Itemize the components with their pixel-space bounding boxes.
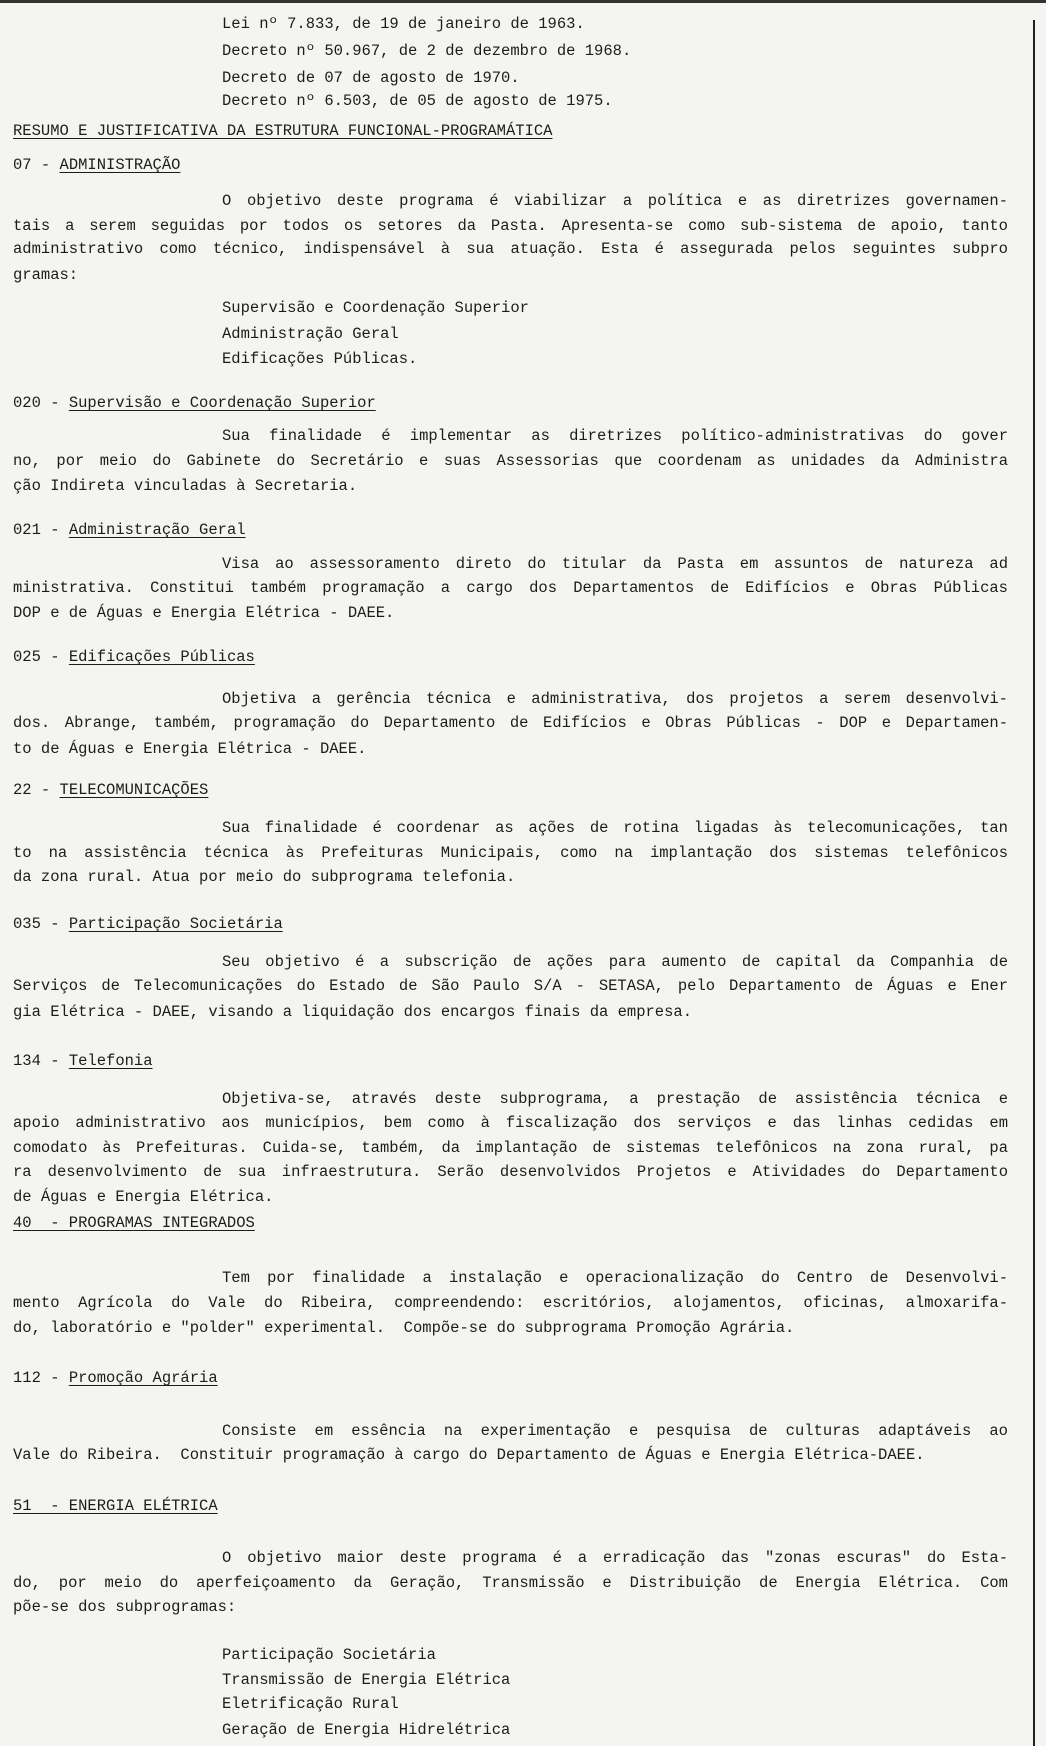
subprogram-item: Supervisão e Coordenação Superior bbox=[222, 299, 529, 317]
paragraph-line: DOP e de Águas e Energia Elétrica - DAEE. bbox=[13, 604, 395, 622]
paragraph-line: Seu objetivo é a subscrição de ações para aumento de capital da Companhia de bbox=[222, 953, 1008, 971]
section-code: 07 - bbox=[13, 156, 60, 174]
paragraph-line: Objetiva a gerência técnica e administrativa, dos projetos a serem desenvolvi- bbox=[222, 690, 1008, 708]
legislation-line: Decreto nº 6.503, de 05 de agosto de 1975. bbox=[222, 92, 613, 110]
section-heading bbox=[13, 393, 376, 413]
paragraph-line: põe-se dos subprogramas: bbox=[13, 1598, 237, 1616]
legislation-line: Decreto de 07 de agosto de 1970. bbox=[222, 69, 520, 87]
section-heading bbox=[13, 1051, 153, 1071]
paragraph-line: O objetivo maior deste programa é a erradicação das "zonas escuras" do Esta- bbox=[222, 1549, 1008, 1567]
paragraph-line: tais a serem seguidas por todos os setores da Pasta. Apresenta-se como sub-sistema de apoio, tanto bbox=[13, 217, 1008, 235]
paragraph-line: gramas: bbox=[13, 266, 79, 284]
section-heading bbox=[13, 155, 180, 175]
subprogram-item: Eletrificação Rural bbox=[222, 1695, 399, 1713]
paragraph-line: ministrativa. Constitui também programação a cargo dos Departamentos de Edifícios e Obras Públicas bbox=[13, 579, 1008, 597]
section-code: 22 - bbox=[13, 781, 60, 799]
section-heading bbox=[13, 1496, 218, 1516]
section-title: ADMINISTRAÇÃO bbox=[59, 156, 181, 174]
section-code: 035 - bbox=[13, 915, 69, 933]
section-title: 40 - PROGRAMAS INTEGRADOS bbox=[13, 1214, 255, 1232]
paragraph-line: Tem por finalidade a instalação e operacionalização do Centro de Desenvolvi- bbox=[222, 1269, 1008, 1287]
section-heading bbox=[13, 1368, 218, 1388]
paragraph-line: apoio administrativo aos municípios, bem como à fiscalização dos serviços e das linhas cedidas em bbox=[13, 1114, 1008, 1132]
paragraph-line: ra desenvolvimento de sua infraestrutura. Serão desenvolvidos Projetos e Atividades do Departamento bbox=[13, 1163, 1008, 1181]
paragraph-line: Vale do Ribeira. Constituir programação à cargo do Departamento de Águas e Energia Elétrica-DAEE. bbox=[13, 1446, 925, 1464]
paragraph-line: no, por meio do Gabinete do Secretário e suas Assessorias que coordenam as unidades da Administra bbox=[13, 452, 1008, 470]
section-title: Telefonia bbox=[68, 1052, 153, 1070]
section-heading bbox=[13, 780, 208, 800]
paragraph-line: Objetiva-se, através deste subprograma, a prestação de assistência técnica e bbox=[222, 1090, 1008, 1108]
section-code: 025 - bbox=[13, 648, 69, 666]
paragraph-line: gia Elétrica - DAEE, visando a liquidação dos encargos finais da empresa. bbox=[13, 1003, 693, 1021]
subprogram-item: Transmissão de Energia Elétrica bbox=[222, 1671, 511, 1689]
paragraph-line: administrativo como técnico, indispensável à sua atuação. Esta é assegurada pelos seguintes subpro bbox=[13, 240, 1008, 258]
paragraph-line: Sua finalidade é coordenar as ações de rotina ligadas às telecomunicações, tan bbox=[222, 819, 1008, 837]
section-title: 51 - ENERGIA ELÉTRICA bbox=[13, 1497, 218, 1515]
subprogram-item: Geração de Energia Hidrelétrica bbox=[222, 1721, 511, 1739]
paragraph-line: Sua finalidade é implementar as diretrizes político-administrativas do gover bbox=[222, 427, 1008, 445]
page-right-border bbox=[1033, 20, 1035, 1746]
paragraph-line: Serviços de Telecomunicações do Estado de São Paulo S/A - SETASA, pelo Departamento de Águas e Ener bbox=[13, 977, 1008, 995]
section-heading bbox=[13, 1213, 255, 1233]
paragraph-line: O objetivo deste programa é viabilizar a política e as diretrizes governamen- bbox=[222, 192, 1008, 210]
document-title: RESUMO E JUSTIFICATIVA DA ESTRUTURA FUNCIONAL-PROGRAMÁTICA bbox=[13, 122, 553, 140]
legislation-line: Decreto nº 50.967, de 2 de dezembro de 1968. bbox=[222, 42, 632, 60]
paragraph-line: da zona rural. Atua por meio do subprograma telefonia. bbox=[13, 868, 516, 886]
paragraph-line: Visa ao assessoramento direto do titular da Pasta em assuntos de natureza ad bbox=[222, 555, 1008, 573]
subprogram-item: Edificações Públicas. bbox=[222, 350, 418, 368]
paragraph-line: to na assistência técnica às Prefeituras Municipais, como na implantação dos sistemas telefônicos bbox=[13, 844, 1008, 862]
section-title: Promoção Agrária bbox=[68, 1369, 218, 1387]
paragraph-line: de Águas e Energia Elétrica. bbox=[13, 1188, 274, 1206]
paragraph-line: mento Agrícola do Vale do Ribeira, compreendendo: escritórios, alojamentos, oficinas, almoxarifa- bbox=[13, 1294, 1008, 1312]
legislation-line: Lei nº 7.833, de 19 de janeiro de 1963. bbox=[222, 15, 585, 33]
section-title: Administração Geral bbox=[68, 521, 246, 539]
paragraph-line: Consiste em essência na experimentação e pesquisa de culturas adaptáveis ao bbox=[222, 1422, 1008, 1440]
page-top-border bbox=[0, 0, 1046, 3]
section-code: 112 - bbox=[13, 1369, 69, 1387]
paragraph-line: do, laboratório e "polder" experimental. Compõe-se do subprograma Promoção Agrária. bbox=[13, 1319, 795, 1337]
section-code: 020 - bbox=[13, 394, 69, 412]
section-title: Supervisão e Coordenação Superior bbox=[68, 394, 376, 412]
section-heading bbox=[13, 647, 255, 667]
paragraph-line: to de Águas e Energia Elétrica - DAEE. bbox=[13, 740, 367, 758]
paragraph-line: do, por meio do aperfeiçoamento da Geração, Transmissão e Distribuição de Energia Elétrica. Com bbox=[13, 1574, 1008, 1592]
section-title: Participação Societária bbox=[68, 915, 283, 933]
section-heading bbox=[13, 520, 246, 540]
section-title: Edificações Públicas bbox=[68, 648, 255, 666]
paragraph-line: ção Indireta vinculadas à Secretaria. bbox=[13, 477, 358, 495]
section-heading bbox=[13, 914, 283, 934]
section-code: 134 - bbox=[13, 1052, 69, 1070]
subprogram-item: Administração Geral bbox=[222, 325, 399, 343]
paragraph-line: dos. Abrange, também, programação do Departamento de Edifícios e Obras Públicas - DOP e Departamen- bbox=[13, 714, 1008, 732]
section-title: TELECOMUNICAÇÕES bbox=[59, 781, 209, 799]
paragraph-line: comodato às Prefeituras. Cuida-se, também, da implantação de sistemas telefônicos na zona rural, pa bbox=[13, 1139, 1008, 1157]
subprogram-item: Participação Societária bbox=[222, 1646, 436, 1664]
section-code: 021 - bbox=[13, 521, 69, 539]
